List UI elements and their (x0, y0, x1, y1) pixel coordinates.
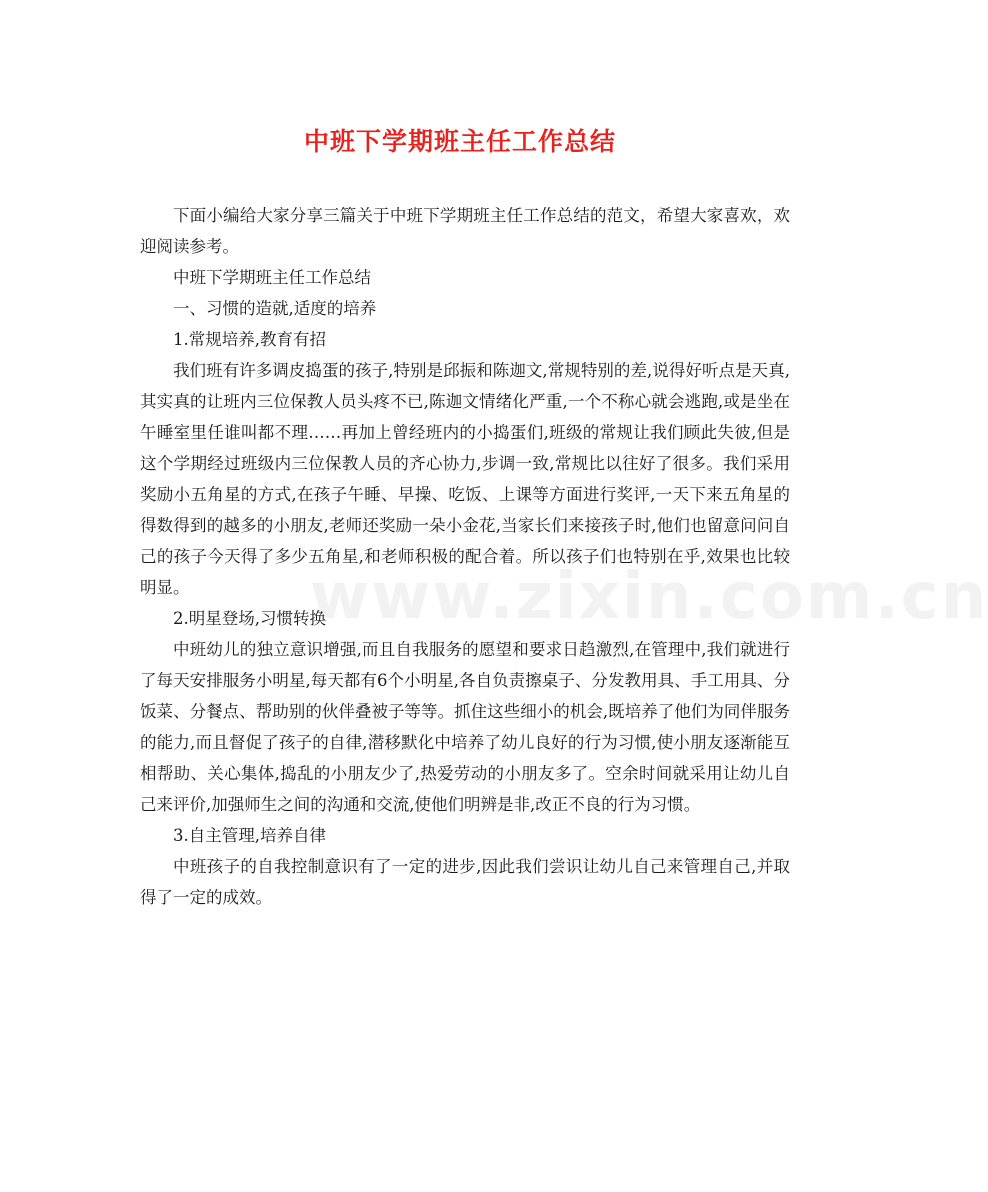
subsection-heading: 3.自主管理,培养自律 (173, 826, 326, 845)
intro-paragraph: 下面小编给大家分享三篇关于中班下学期班主任工作总结的范文，希望大家喜欢，欢迎阅读参考。 (140, 206, 790, 256)
watermark: www.zixin.com.cn (310, 560, 988, 634)
subtitle-paragraph: 中班下学期班主任工作总结 (173, 268, 371, 287)
page-title: 中班下学期班主任工作总结 (303, 127, 616, 156)
document-body (140, 200, 790, 913)
body-paragraph: 中班幼儿的独立意识增强,而且自我服务的愿望和要求日趋激烈,在管理中,我们就进行了每天安排服务小明星,每天都有6个小明星,各自负责擦桌子、分发教用具、手工用具、分饭菜、分餐点、帮助别的伙伴叠被子等等。抓住这些细小的机会,既培养了他们为同伴服务的能力,而且督促了孩子的自律,潜移默化中培养了幼儿良好的行为习惯,使小朋友逐渐能互相帮助、关心集体,捣乱的小朋友少了,热爱劳动的小朋友多了。空余时间就采用让幼儿自己来评价,加强师生之间的沟通和交流,使他们明辨是非,改正不良的行为习惯。 (140, 640, 790, 814)
body-paragraph: 中班孩子的自我控制意识有了一定的进步,因此我们尝识让幼儿自己来管理自己,并取得了一定的成效。 (140, 857, 790, 907)
subsection-heading: 1.常规培养,教育有招 (173, 330, 326, 349)
section-heading: 一、习惯的造就,适度的培养 (173, 299, 377, 318)
subsection-heading: 2.明星登场,习惯转换 (173, 609, 326, 628)
body-paragraph: 我们班有许多调皮捣蛋的孩子,特别是邱振和陈迦文,常规特别的差,说得好听点是天真,其实真的让班内三位保教人员头疼不已,陈迦文情绪化严重,一个不称心就会逃跑,或是坐在午睡室里任谁叫都不理……再加上曾经班内的小捣蛋们,班级的常规让我们顾此失彼,但是这个学期经过班级内三位保教人员的齐心协力,步调一致,常规比以往好了很多。我们采用奖励小五角星的方式,在孩子午睡、早操、吃饭、上课等方面进行奖评,一天下来五角星的得数得到的越多的小朋友,老师还奖励一朵小金花,当家长们来接孩子时,他们也留意问问自己的孩子今天得了多少五角星,和老师积极的配合着。所以孩子们也特别在乎,效果也比较明显。 (140, 361, 790, 597)
